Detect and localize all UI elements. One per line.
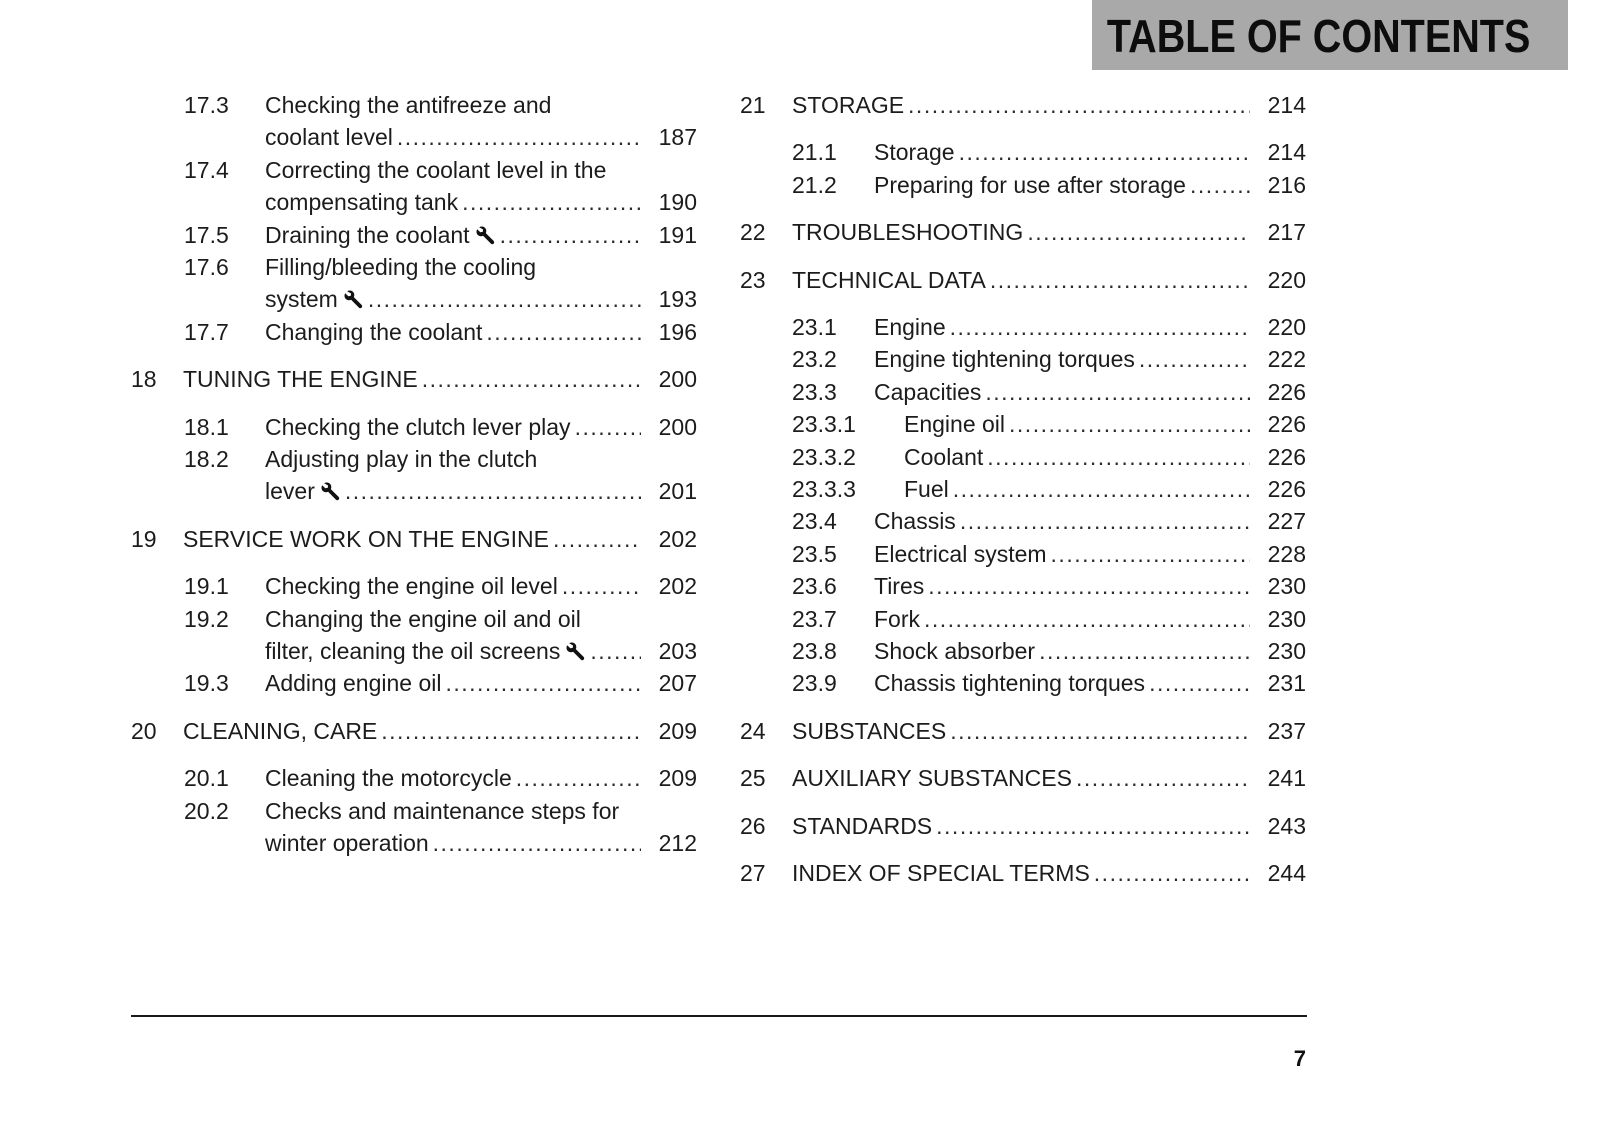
toc-entry-number: 23.3.1 (792, 411, 856, 438)
toc-entry-page[interactable]: 241 (1267, 765, 1306, 792)
toc-entry-title: system (265, 284, 368, 314)
dot-leader (987, 442, 1250, 472)
toc-entry-page[interactable]: 212 (658, 830, 697, 856)
toc-entry-page[interactable]: 207 (658, 670, 697, 697)
toc-entry-number: 23.1 (792, 314, 837, 340)
toc-entry-number: 20.2 (184, 797, 229, 824)
toc-entry-page[interactable]: 227 (1267, 508, 1306, 535)
toc-entry-title: STORAGE (792, 92, 905, 118)
dot-leader (1076, 763, 1250, 793)
toc-entry-page[interactable]: 220 (1267, 266, 1306, 293)
toc-entry-title: Fork (874, 605, 920, 632)
toc-line (0, 217, 1600, 247)
toc-entry-page[interactable]: 201 (658, 478, 697, 505)
toc-entry-number: 21.2 (792, 171, 837, 198)
toc-entry-number: 21.1 (792, 139, 837, 166)
toc-entry-number: 19.1 (184, 573, 229, 600)
toc-entry-number: 24 (740, 717, 766, 744)
toc-line (0, 571, 1600, 601)
toc-entry-title: Storage (874, 139, 955, 166)
toc-entry-page[interactable]: 191 (658, 221, 697, 248)
toc-entry-title: SUBSTANCES (792, 717, 947, 744)
toc-entry-title-wrap (792, 217, 1250, 247)
toc-entry-page[interactable]: 226 (1267, 378, 1306, 405)
toc-entry-number: 17.7 (184, 318, 229, 345)
toc-entry-title: Checking the engine oil level (265, 573, 558, 600)
toc-entry-title-wrap (792, 811, 1250, 841)
toc-entry-page[interactable]: 193 (658, 286, 697, 313)
toc-entry-title: Checking the antifreeze and (265, 92, 552, 118)
toc-entry-title: Adding engine oil (265, 670, 442, 697)
toc-entry-number: 18.2 (184, 446, 229, 472)
toc-line (0, 377, 1600, 407)
dot-leader (1027, 217, 1250, 247)
toc-entry-title: Engine tightening torques (874, 346, 1135, 373)
toc-entry-page[interactable]: 230 (1267, 605, 1306, 632)
toc-entry-title-wrap (874, 137, 1250, 167)
toc-entry-page[interactable]: 230 (1267, 638, 1306, 664)
toc-entry-number: 20.1 (184, 765, 229, 792)
toc-entry-title: Chassis tightening torques (874, 670, 1146, 697)
toc-entry-title: Draining the coolant (265, 220, 500, 250)
toc-entry-number: 21 (740, 92, 766, 118)
toc-entry-title: compensating tank (265, 189, 459, 216)
toc-entry-title: Coolant (904, 443, 984, 470)
toc-entry-title: Preparing for use after storage (874, 171, 1186, 198)
toc-entry-number: 18.1 (184, 413, 229, 440)
toc-entry-title: AUXILIARY SUBSTANCES (792, 765, 1072, 792)
toc-entry-title: coolant level (265, 124, 393, 151)
toc-entry-number: 20 (131, 717, 157, 744)
toc-line (0, 344, 1600, 374)
toc-entry-title: Fuel (904, 476, 949, 502)
toc-entry-page[interactable]: 231 (1267, 670, 1306, 697)
toc-line (0, 442, 1600, 472)
toc-entry-title: CLEANING, CARE (183, 717, 378, 744)
toc-entry-title-wrap (904, 474, 1250, 504)
toc-entry-number: 23.8 (792, 638, 837, 664)
toc-entry-title: TROUBLESHOOTING (792, 219, 1024, 246)
toc-entry-title-wrap (792, 763, 1250, 793)
toc-entry-number: 19.3 (184, 670, 229, 697)
toc-entry-page[interactable]: 217 (1267, 219, 1306, 246)
toc-entry-title-wrap (792, 90, 1250, 120)
toc-line (0, 811, 1600, 841)
toc-line (0, 604, 1600, 634)
dot-leader (936, 811, 1250, 841)
dot-leader (960, 506, 1250, 536)
toc-entry-page[interactable]: 202 (658, 525, 697, 552)
toc-entry-number: 19 (131, 525, 157, 552)
toc-entry-page[interactable]: 200 (658, 413, 697, 440)
toc-entry-number: 23 (740, 266, 766, 293)
toc-entry-number: 17.4 (184, 156, 229, 183)
toc-entry-title-wrap (792, 716, 1250, 746)
page-title: TABLE OF CONTENTS (1106, 10, 1530, 62)
toc-entry-number: 26 (740, 812, 766, 839)
dot-leader (959, 137, 1250, 167)
toc-entry-title-wrap (874, 604, 1250, 634)
dot-leader (1094, 858, 1250, 888)
toc-entry-number: 27 (740, 860, 766, 886)
toc-entry-number: 23.5 (792, 540, 837, 567)
toc-entry-title: Shock absorber (874, 638, 1036, 664)
toc-entry-number: 18 (131, 366, 157, 393)
dot-leader (1009, 409, 1250, 439)
toc-entry-page[interactable]: 237 (1267, 717, 1306, 744)
toc-entry-title-wrap (874, 571, 1250, 601)
toc-entry-number: 23.6 (792, 573, 837, 600)
toc-line (0, 265, 1600, 295)
toc-entry-page[interactable]: 190 (658, 189, 697, 216)
toc-entry-page[interactable]: 226 (1267, 443, 1306, 470)
toc-entry-title: Correcting the coolant level in the (265, 156, 607, 183)
toc-entry-title-wrap (874, 344, 1250, 374)
toc-entry-number: 17.6 (184, 254, 229, 280)
toc-entry-title: Filling/bleeding the cooling (265, 254, 537, 280)
toc-entry-page[interactable]: 243 (1267, 812, 1306, 839)
dot-leader (950, 716, 1250, 746)
toc-entry-title: TUNING THE ENGINE (183, 366, 418, 393)
toc-entry-title: winter operation (265, 830, 429, 856)
toc-entry-page[interactable]: 209 (658, 717, 697, 744)
toc-entry-page[interactable]: 226 (1267, 476, 1306, 502)
dot-leader (924, 604, 1250, 634)
toc-entry-number: 23.9 (792, 670, 837, 697)
toc-line (0, 858, 1600, 888)
toc-entry-title-wrap (904, 442, 1250, 472)
toc-entry-page[interactable]: 214 (1267, 139, 1306, 166)
header-banner (1092, 0, 1568, 70)
toc-entry-page[interactable]: 222 (1267, 346, 1306, 373)
dot-leader (1051, 539, 1250, 569)
toc-line (0, 763, 1600, 793)
footer-divider (131, 1015, 1307, 1017)
toc-entry-title: Cleaning the motorcycle (265, 765, 512, 792)
toc-entry-page[interactable]: 220 (1267, 314, 1306, 340)
toc-entry-title-wrap (874, 539, 1250, 569)
toc-entry-title: Changing the coolant (265, 318, 483, 345)
toc-entry-number: 23.2 (792, 346, 837, 373)
toc-line (0, 137, 1600, 167)
toc-entry-title-wrap (904, 409, 1250, 439)
toc-entry-page[interactable]: 228 (1267, 540, 1306, 567)
toc-line (0, 506, 1600, 536)
toc-entry-title-wrap (874, 377, 1250, 407)
dot-leader (908, 90, 1250, 120)
dot-leader (928, 571, 1250, 601)
toc-entry-title: Capacities (874, 378, 982, 405)
toc-line (0, 636, 1600, 666)
toc-entry-page[interactable]: 202 (658, 573, 697, 600)
toc-line (0, 668, 1600, 698)
toc-entry-number: 17.3 (184, 92, 229, 118)
toc-entry-title-wrap (874, 170, 1250, 200)
toc-entry-page[interactable]: 209 (658, 765, 697, 792)
toc-entry-title: Chassis (874, 508, 956, 535)
toc-entry-title: Checks and maintenance steps for (265, 797, 620, 824)
dot-leader (1039, 636, 1250, 666)
toc-entry-title-wrap (792, 858, 1250, 888)
toc-entry-title-wrap (792, 265, 1250, 295)
toc-line (0, 539, 1600, 569)
toc-entry-page[interactable]: 200 (658, 366, 697, 393)
dot-leader (1149, 668, 1250, 698)
toc-entry-number: 17.5 (184, 221, 229, 248)
toc-entry-title: Engine oil (904, 411, 1006, 438)
toc-line (0, 474, 1600, 504)
toc-entry-number: 19.2 (184, 605, 229, 632)
toc-entry-number: 23.3.3 (792, 476, 856, 502)
dot-leader (1139, 344, 1250, 374)
toc-line (0, 409, 1600, 439)
toc-entry-title: Electrical system (874, 540, 1047, 567)
toc-line (0, 170, 1600, 200)
dot-leader (953, 474, 1250, 504)
toc-entry-page[interactable]: 216 (1267, 171, 1306, 198)
toc-entry-page[interactable]: 226 (1267, 411, 1306, 438)
toc-entry-number: 23.4 (792, 508, 837, 535)
toc-entry-page[interactable]: 187 (658, 124, 697, 151)
toc-entry-number: 25 (740, 765, 766, 792)
toc-entry-title: INDEX OF SPECIAL TERMS (792, 860, 1090, 886)
toc-entry-page[interactable]: 230 (1267, 573, 1306, 600)
toc-line (0, 716, 1600, 746)
toc-entry-title: Adjusting play in the clutch (265, 446, 538, 472)
toc-entry-page[interactable]: 203 (658, 638, 697, 664)
toc-line (0, 90, 1600, 120)
toc-entry-page[interactable]: 214 (1267, 92, 1306, 118)
toc-entry-title: Checking the clutch lever play (265, 413, 571, 440)
toc-entry-title: STANDARDS (792, 812, 933, 839)
toc-entry-number: 23.7 (792, 605, 837, 632)
dot-leader (950, 312, 1250, 342)
toc-entry-title: TECHNICAL DATA (792, 266, 986, 293)
toc-entry-number: 23.3.2 (792, 443, 856, 470)
toc-entry-title-wrap (874, 506, 1250, 536)
toc-entry-title-wrap (874, 312, 1250, 342)
toc-entry-title-wrap (874, 668, 1250, 698)
toc-entry-title: filter, cleaning the oil screens (265, 636, 590, 666)
dot-leader (985, 377, 1250, 407)
toc-entry-page[interactable]: 244 (1267, 860, 1306, 886)
toc-entry-title: Tires (874, 573, 925, 600)
toc-entry-number: 22 (740, 219, 766, 246)
toc-entry-title: lever (265, 476, 345, 506)
toc-entry-title: SERVICE WORK ON THE ENGINE (183, 525, 549, 552)
toc-entry-title: Changing the engine oil and oil (265, 605, 581, 632)
toc-entry-number: 23.3 (792, 378, 837, 405)
dot-leader (1190, 170, 1250, 200)
toc-entry-title-wrap (874, 636, 1250, 666)
toc-entry-page[interactable]: 196 (658, 318, 697, 345)
toc-entry-title: Engine (874, 314, 946, 340)
page-number: 7 (1293, 1046, 1306, 1071)
toc-line (0, 312, 1600, 342)
dot-leader (990, 265, 1250, 295)
